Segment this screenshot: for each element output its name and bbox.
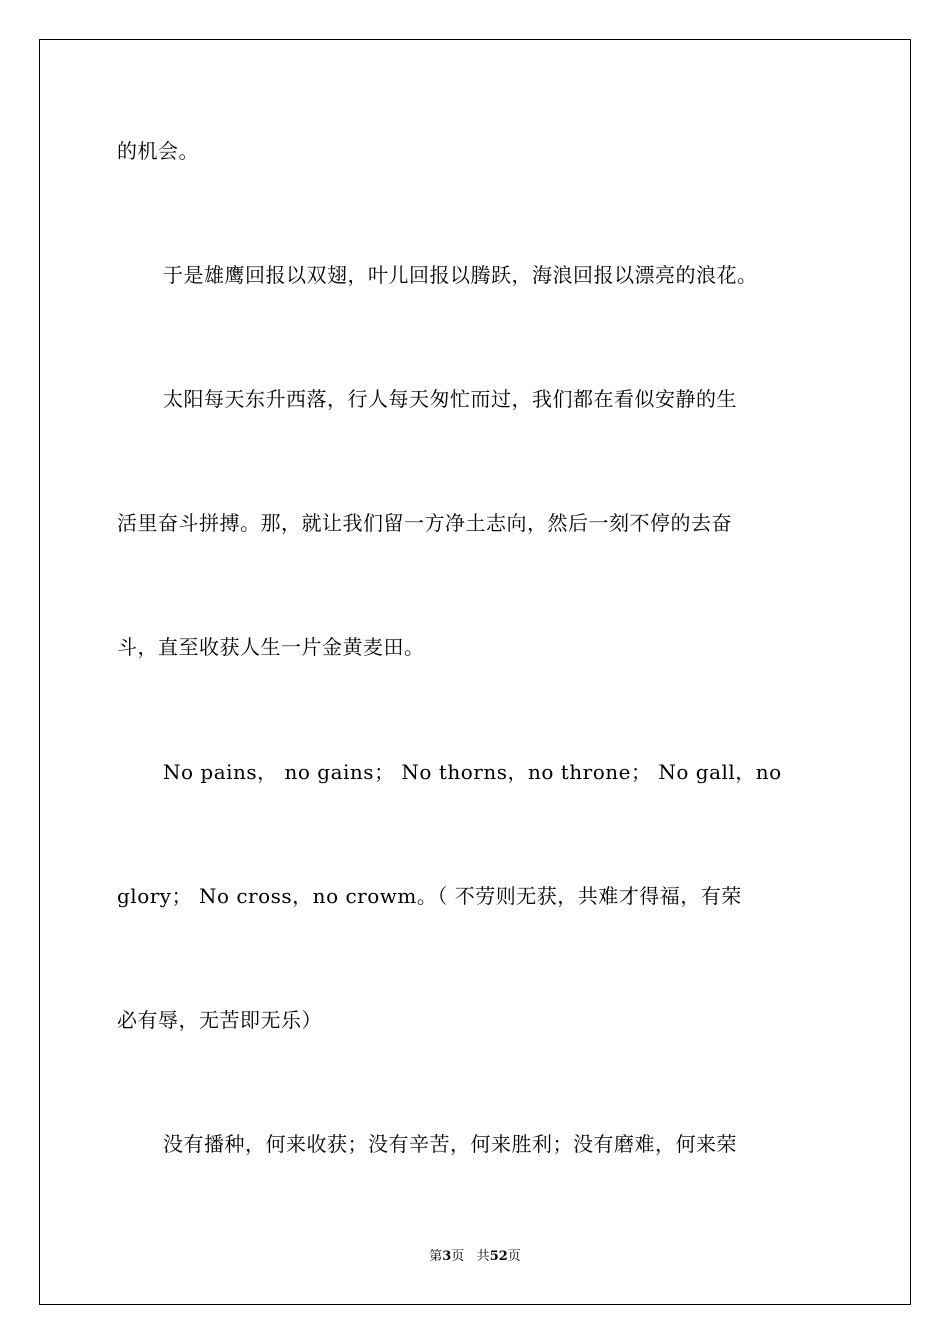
total-prefix: 共 bbox=[476, 1249, 490, 1264]
text-line-1: 的机会。 bbox=[117, 139, 199, 163]
page-number: 3 bbox=[442, 1249, 452, 1264]
text-line-2: 于是雄鹰回报以双翅，叶儿回报以腾跃，海浪回报以漂亮的浪花。 bbox=[163, 263, 758, 287]
text-line-8: 必有辱，无苦即无乐） bbox=[117, 1008, 322, 1032]
page-border bbox=[39, 39, 911, 1305]
total-suffix: 页 bbox=[507, 1249, 521, 1264]
text-line-9: 没有播种，何来收获；没有辛苦，何来胜利；没有磨难，何来荣 bbox=[163, 1132, 737, 1156]
total-pages: 52 bbox=[489, 1249, 508, 1264]
page-suffix: 页 bbox=[451, 1249, 465, 1264]
page-footer bbox=[0, 1248, 950, 1266]
text-line-3: 太阳每天东升西落，行人每天匆忙而过，我们都在看似安静的生 bbox=[163, 387, 737, 411]
text-line-5: 斗，直至收获人生一片金黄麦田。 bbox=[117, 635, 425, 659]
text-line-6: No pains， no gains； No thorns，no throne； No gall，no bbox=[163, 760, 782, 784]
page-prefix: 第 bbox=[429, 1249, 443, 1264]
text-line-4: 活里奋斗拼搏。那，就让我们留一方净土志向，然后一刻不停的去奋 bbox=[117, 511, 732, 535]
text-line-7: glory； No cross，no crowm。（ 不劳则无获，共难才得福，有荣 bbox=[117, 884, 742, 908]
